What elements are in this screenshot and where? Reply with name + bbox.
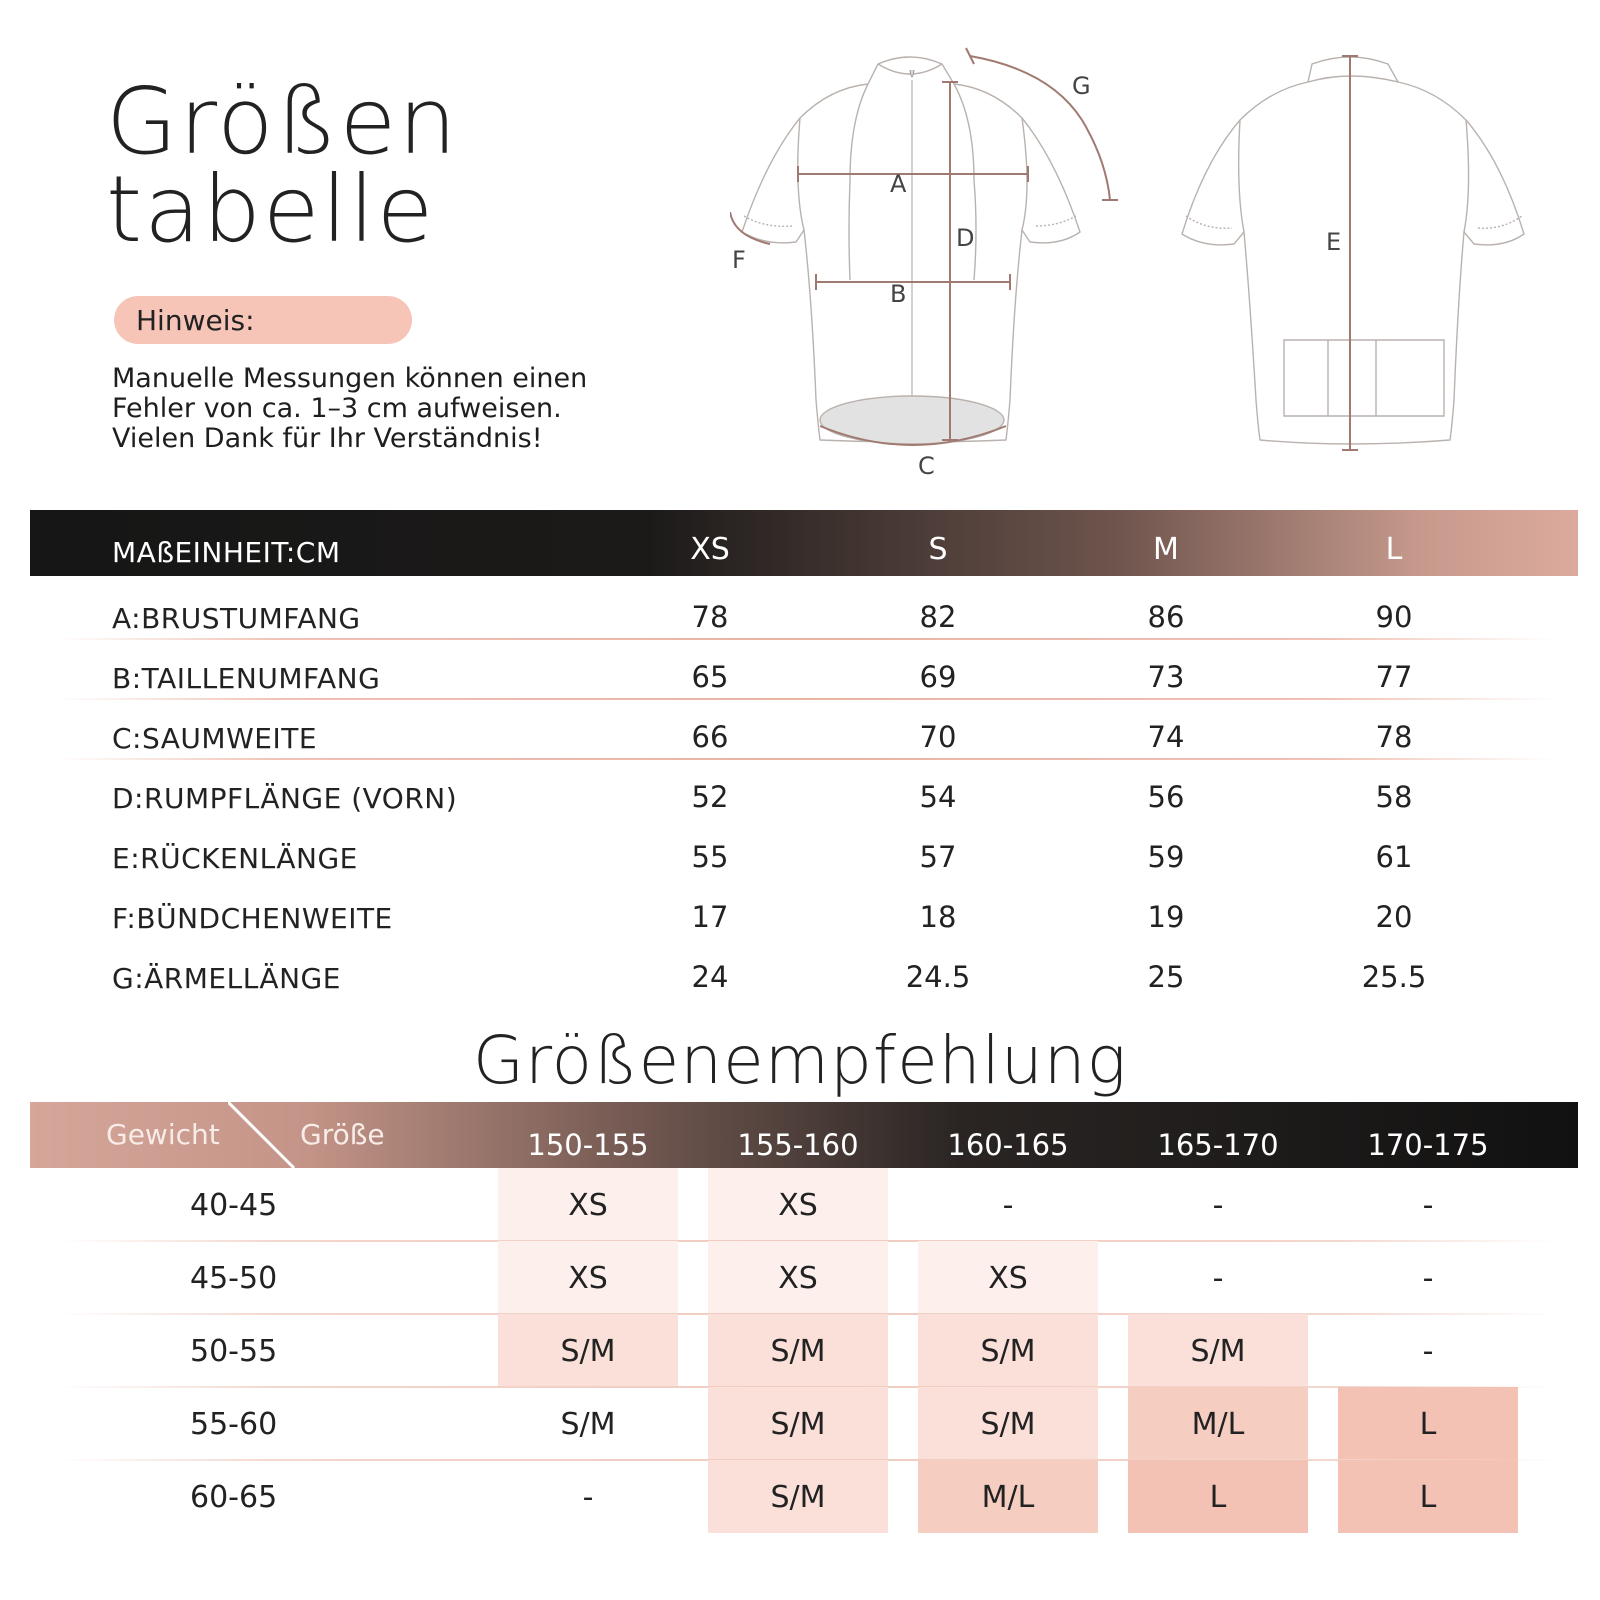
measure-value: 78: [691, 600, 729, 634]
measure-row: [0, 892, 1600, 952]
back-jersey-outline: [1182, 57, 1524, 444]
title-line-1: Größen: [106, 68, 459, 175]
recommendation-cell: [498, 1314, 678, 1387]
page-title: [106, 68, 459, 263]
row-divider: [56, 758, 1556, 760]
hint-line: Vielen Dank für Ihr Verständnis!: [112, 423, 543, 454]
measure-value: 25: [1147, 960, 1185, 994]
recommendation-cell-value: L: [1419, 1407, 1437, 1442]
measure-row-label: F:BÜNDCHENWEITE: [112, 902, 393, 935]
measure-row: [0, 712, 1600, 772]
measure-value: 65: [691, 660, 729, 694]
measure-value: 57: [919, 840, 957, 874]
measure-line-e: [1342, 56, 1358, 450]
height-header-label: Größe: [300, 1118, 385, 1151]
weight-header-label: Gewicht: [106, 1118, 220, 1151]
recommendation-cell-value: -: [1212, 1188, 1224, 1223]
measure-value: 66: [691, 720, 729, 754]
measure-row: [0, 652, 1600, 712]
jersey-measurement-diagram: [730, 40, 1590, 500]
recommendation-cell-value: L: [1419, 1480, 1437, 1515]
measure-value: 56: [1147, 780, 1185, 814]
recommendation-cell-value: -: [1422, 1261, 1434, 1296]
recommendation-cell: [1338, 1387, 1518, 1460]
recommendation-cell-value: -: [1422, 1188, 1434, 1223]
measure-row: [0, 832, 1600, 892]
recommendation-cell-value: S/M: [560, 1334, 616, 1369]
recommendation-cell: [708, 1314, 888, 1387]
recommendation-cell: [1128, 1387, 1308, 1460]
measure-value: 59: [1147, 840, 1185, 874]
label-d: D: [956, 224, 975, 252]
weight-row-label: 55-60: [190, 1407, 278, 1442]
recommendation-cell-value: S/M: [560, 1407, 616, 1442]
recommendation-cell-value: L: [1209, 1480, 1227, 1515]
measure-value: 24: [691, 960, 729, 994]
measure-row: [0, 592, 1600, 652]
hint-line: Fehler von ca. 1–3 cm aufweisen.: [112, 393, 562, 424]
weight-row-label: 50-55: [190, 1334, 278, 1369]
measure-row-label: G:ÄRMELLÄNGE: [112, 962, 341, 995]
recommendation-cell-value: S/M: [770, 1334, 826, 1369]
recommendation-cell: [1338, 1460, 1518, 1533]
measure-value: 18: [919, 900, 957, 934]
hint-line: Manuelle Messungen können einen: [112, 363, 588, 394]
weight-row-label: 45-50: [190, 1261, 278, 1296]
recommendation-cell-value: M/L: [1191, 1407, 1245, 1442]
measure-row: [0, 952, 1600, 1012]
recommendation-cell: [1128, 1314, 1308, 1387]
recommendation-cell-value: S/M: [1190, 1334, 1246, 1369]
measure-value: 70: [919, 720, 957, 754]
label-e: E: [1326, 228, 1342, 256]
recommendation-cell: [498, 1241, 678, 1314]
size-header-l: L: [1385, 532, 1403, 567]
recommendation-cell-value: -: [1212, 1261, 1224, 1296]
recommendation-cell: [1338, 1314, 1518, 1387]
hint-badge: [114, 296, 412, 344]
measure-value: 78: [1375, 720, 1413, 754]
height-column-header: 155-160: [737, 1128, 859, 1162]
recommendation-cell-value: S/M: [770, 1407, 826, 1442]
measure-line-a: [798, 166, 1028, 182]
measure-value: 55: [691, 840, 729, 874]
recommendation-cell-value: -: [1002, 1188, 1014, 1223]
measure-row-label: B:TAILLENUMFANG: [112, 662, 381, 695]
recommendation-cell: [918, 1314, 1098, 1387]
hint-label: Hinweis:: [136, 304, 255, 337]
recommendation-cell: [918, 1387, 1098, 1460]
measure-value: 17: [691, 900, 729, 934]
measure-value: 90: [1375, 600, 1413, 634]
measure-value: 58: [1375, 780, 1413, 814]
height-column-header: 170-175: [1367, 1128, 1489, 1162]
recommendation-cell: [708, 1168, 888, 1241]
measure-line-f: [730, 212, 770, 244]
row-divider: [56, 638, 1556, 640]
size-header-s: S: [928, 532, 948, 567]
recommendation-cell: [708, 1460, 888, 1533]
recommendation-cell: [918, 1168, 1098, 1241]
recommendation-cell: [918, 1460, 1098, 1533]
recommendation-cell-value: XS: [988, 1261, 1028, 1296]
measure-line-d: [942, 82, 958, 440]
measure-row-label: A:BRUSTUMFANG: [112, 602, 361, 635]
recommendation-cell-value: S/M: [770, 1480, 826, 1515]
measure-line-g: [966, 48, 1118, 200]
recommendation-cell-value: XS: [778, 1261, 818, 1296]
label-b: B: [890, 280, 907, 308]
recommendation-cell-value: S/M: [980, 1334, 1036, 1369]
measure-value: 77: [1375, 660, 1413, 694]
recommendation-cell-value: XS: [568, 1188, 608, 1223]
recommendation-cell: [498, 1460, 678, 1533]
measure-value: 25.5: [1361, 960, 1427, 994]
measure-value: 74: [1147, 720, 1185, 754]
measure-row-label: C:SAUMWEITE: [112, 722, 318, 755]
measure-value: 82: [919, 600, 957, 634]
height-column-header: 160-165: [947, 1128, 1069, 1162]
recommendation-cell: [498, 1387, 678, 1460]
recommendation-cell-value: S/M: [980, 1407, 1036, 1442]
measure-value: 24.5: [905, 960, 971, 994]
label-g: G: [1072, 72, 1091, 100]
measure-value: 69: [919, 660, 957, 694]
label-a: A: [890, 170, 907, 198]
measure-value: 73: [1147, 660, 1185, 694]
measure-value: 20: [1375, 900, 1413, 934]
label-f: F: [732, 246, 746, 274]
recommendation-cell: [708, 1241, 888, 1314]
recommendation-cell: [708, 1387, 888, 1460]
recommendation-cell: [1338, 1241, 1518, 1314]
measure-row-label: D:RUMPFLÄNGE (VORN): [112, 782, 458, 815]
measure-row: [0, 772, 1600, 832]
weight-row-label: 60-65: [190, 1480, 278, 1515]
recommendation-cell-value: -: [1422, 1334, 1434, 1369]
recommendation-cell: [1128, 1241, 1308, 1314]
size-header-m: M: [1153, 532, 1179, 567]
recommendation-cell-value: XS: [778, 1188, 818, 1223]
measure-value: 61: [1375, 840, 1413, 874]
size-header-xs: XS: [690, 532, 730, 567]
weight-row-label: 40-45: [190, 1188, 278, 1223]
measure-line-b: [816, 274, 1010, 290]
row-divider: [56, 698, 1556, 700]
recommendation-cell-value: -: [582, 1480, 594, 1515]
recommendation-cell: [1338, 1168, 1518, 1241]
recommendation-cell: [1128, 1460, 1308, 1533]
measure-row-label: E:RÜCKENLÄNGE: [112, 842, 358, 875]
recommendation-cell-value: XS: [568, 1261, 608, 1296]
unit-label: MAßEINHEIT:CM: [112, 536, 341, 569]
recommendation-cell: [918, 1241, 1098, 1314]
recommendation-cell-value: M/L: [981, 1480, 1035, 1515]
height-column-header: 150-155: [527, 1128, 649, 1162]
title-line-2: tabelle: [106, 156, 436, 263]
height-column-header: 165-170: [1157, 1128, 1279, 1162]
recommendation-cell: [1128, 1168, 1308, 1241]
measure-value: 54: [919, 780, 957, 814]
recommendation-cell: [498, 1168, 678, 1241]
hint-text: [112, 364, 587, 454]
recommendation-title: Größenempfehlung: [472, 1022, 1128, 1099]
measure-value: 86: [1147, 600, 1185, 634]
measure-value: 52: [691, 780, 729, 814]
header-diagonal-divider: [228, 1102, 298, 1168]
front-jersey-outline: [742, 57, 1080, 442]
label-c: C: [918, 452, 935, 480]
measure-value: 19: [1147, 900, 1185, 934]
